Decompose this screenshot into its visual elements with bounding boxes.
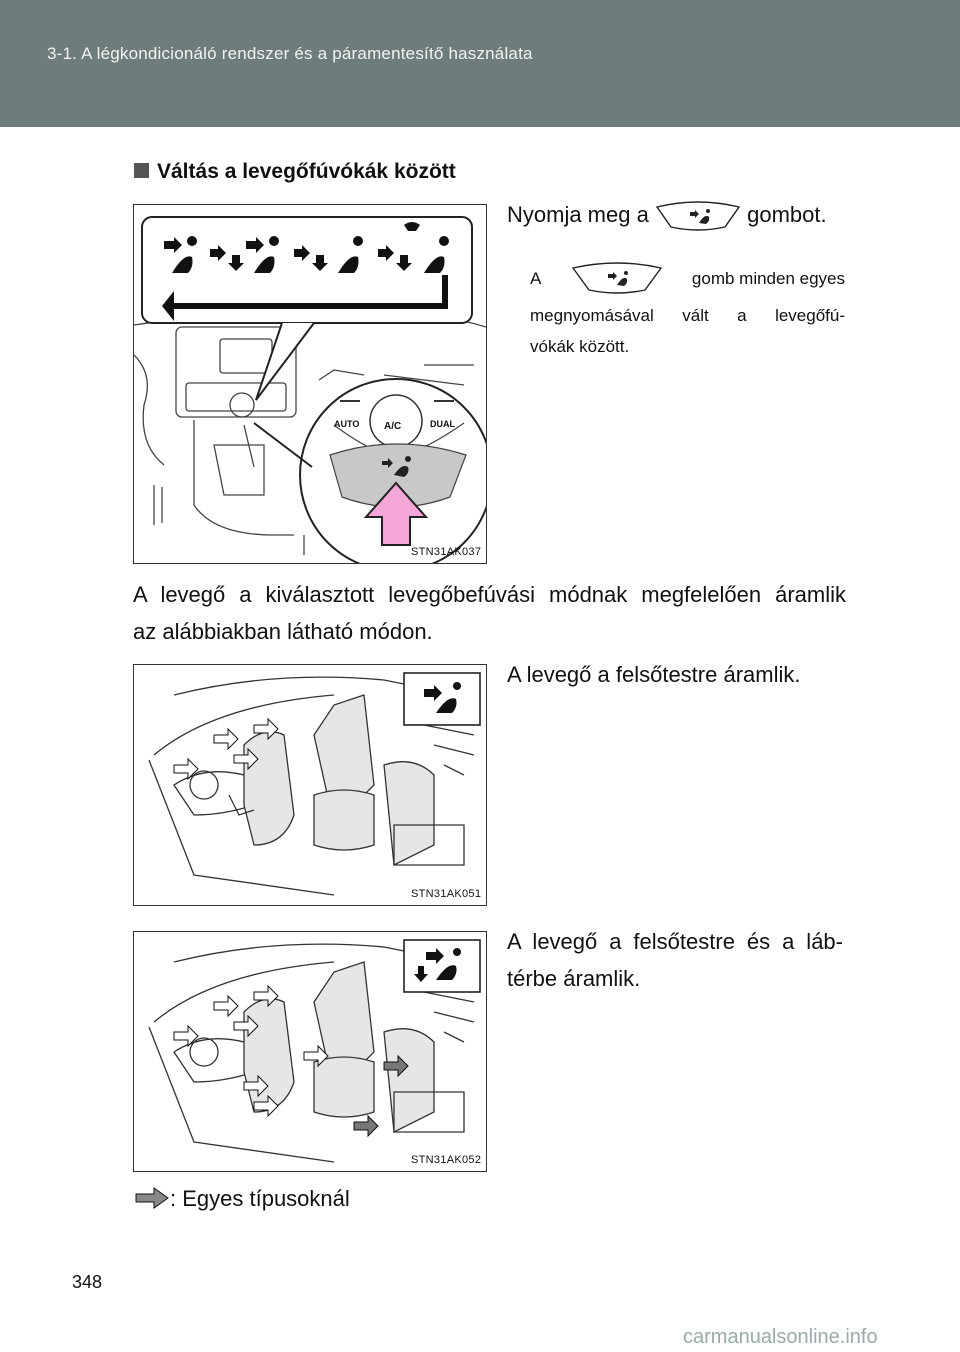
note xyxy=(134,1186,350,1212)
instruction-detail-line3: vókák között. xyxy=(530,337,630,356)
figure-upper-body-feet-mode xyxy=(133,931,487,1172)
mode2-text xyxy=(507,923,843,997)
instruction-detail xyxy=(530,262,845,362)
section-title xyxy=(134,160,456,184)
paragraph xyxy=(133,576,846,650)
figure-label: STN31AK052 xyxy=(411,1154,482,1166)
mode2-line1: A levegő a felsőtestre és a láb- xyxy=(507,929,843,954)
note-text: : Egyes típusoknál xyxy=(170,1186,350,1211)
instruction-press xyxy=(507,196,843,233)
instruction-detail-line2: megnyomásával vált a levegőfú- xyxy=(530,306,845,325)
mode2-line2: térbe áramlik. xyxy=(507,966,641,991)
page-header xyxy=(0,0,960,127)
section-title-text: Váltás a levegőfúvókák között xyxy=(157,160,456,183)
header-title: 3-1. A légkondicionáló rendszer és a páramentesítő használata xyxy=(47,44,533,63)
watermark: carmanualsonline.info xyxy=(683,1326,878,1348)
instruction-press-before: Nyomja meg a xyxy=(507,202,649,227)
paragraph-line1: A levegő a kiválasztott levegőbefúvási módnak megfelelően áramlik xyxy=(133,582,846,607)
square-bullet-icon xyxy=(134,163,149,178)
car-interior-illustration xyxy=(134,932,486,1171)
figure-upper-body-mode xyxy=(133,664,487,906)
ac-button-label: A/C xyxy=(384,421,402,432)
mode1-text: A levegő a felsőtestre áramlik. xyxy=(507,662,801,687)
instruction-press-after: gombot. xyxy=(747,202,827,227)
detail-a: A xyxy=(530,268,542,288)
figure-label: STN31AK037 xyxy=(411,546,482,558)
instruction-detail-line1 xyxy=(530,262,845,294)
figure-dashboard xyxy=(133,204,487,564)
page-number: 348 xyxy=(72,1272,103,1292)
mode-button-icon xyxy=(655,201,741,231)
paragraph-line2: az alábbiakban látható módon. xyxy=(133,619,433,644)
figure-label: STN31AK051 xyxy=(411,888,482,900)
dashboard-illustration xyxy=(134,205,486,563)
dual-button-label: DUAL xyxy=(430,419,455,429)
mode-button-icon-small xyxy=(571,262,663,294)
gray-arrow-icon xyxy=(134,1186,170,1210)
auto-button-label: AUTO xyxy=(334,419,360,429)
car-interior-illustration xyxy=(134,665,486,905)
detail-after: gomb minden egyes xyxy=(691,268,845,288)
